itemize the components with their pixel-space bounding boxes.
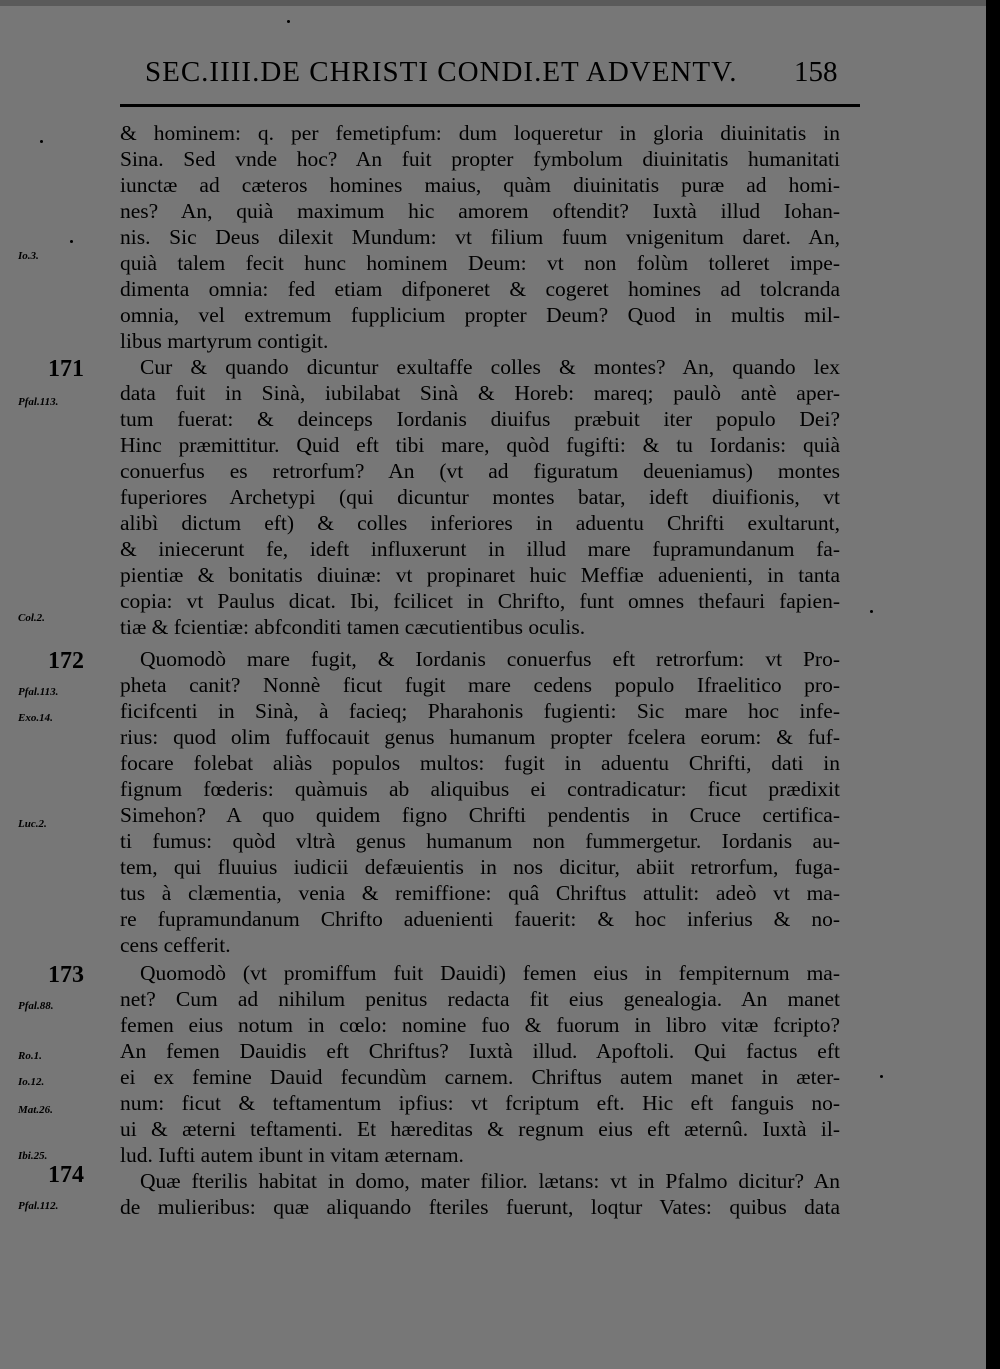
marginal-note: Luc.2.	[18, 818, 47, 830]
text-line: dimenta omnia: fed etiam difponeret & cogeret homines ad tolcranda	[120, 277, 840, 301]
text-line: re fupramundanum Chrifto aduenienti fauerit: & hoc inferius & no-	[120, 907, 840, 931]
text-line: & hominem: q. per femetipfum: dum loqueretur in gloria diuinitatis in	[120, 121, 840, 145]
text-line: net? Cum ad nihilum penitus redacta fit eius genealogia. An manet	[120, 987, 840, 1011]
text-line: Simehon? A quo quidem figno Chrifti pendentis in Cruce certifica-	[120, 803, 840, 827]
text-line: lud. Iufti autem ibunt in vitam æternam.	[120, 1143, 464, 1167]
text-line: focare folebat aliàs populos multos: fugit in aduentu Chrifti, dati in	[120, 751, 840, 775]
text-line: alibì dictum eft) & colles inferiores in aduentu Chrifti exultarunt,	[120, 511, 840, 535]
text-line: Sina. Sed vnde hoc? An fuit propter fymbolum diuinitatis humanitati	[120, 147, 840, 171]
text-line: femen eius notum in cœlo: nomine fuo & fuorum in libro vitæ fcripto?	[120, 1013, 840, 1037]
text-line: cens cefferit.	[120, 933, 231, 957]
text-line: quià talem fecit hunc hominem Deum: vt non folùm tolleret impe-	[120, 251, 840, 275]
marginal-note: Pfal.112.	[18, 1200, 59, 1212]
text-line: rius: quod olim fuffocauit genus humanum propter fcelera eorum: & fuf-	[120, 725, 840, 749]
text-line: pientiæ & bonitatis diuinæ: vt propinaret huic Meffiæ aduenienti, in tanta	[120, 563, 840, 587]
text-line: tiæ & fcientiæ: abfconditi tamen cæcutientibus oculis.	[120, 615, 586, 639]
text-line: Quomodò mare fugit, & Iordanis conuerfus eft retrorfum: vt Pro-	[140, 647, 840, 671]
text-line: Quæ fterilis habitat in domo, mater filior. lætans: vt in Pfalmo dicitur? An	[140, 1169, 840, 1193]
text-line: omnia, vel extremum fupplicium propter Deum? Quod in multis mil-	[120, 303, 840, 327]
marginal-note: Pfal.88.	[18, 1000, 54, 1012]
text-line: & iniecerunt fe, ideft influxerunt in illud mare fupramundanum fa-	[120, 537, 840, 561]
text-line: data fuit in Sinà, iubilabat Sinà & Horeb: mareq; paulò antè aper-	[120, 381, 840, 405]
ink-speck	[287, 20, 290, 23]
ink-speck	[40, 140, 43, 143]
marginal-note: Pfal.113.	[18, 396, 59, 408]
text-line: fignum fœderis: quàmuis ab aliquibus ei contradicatur: ficut prædixit	[120, 777, 840, 801]
marginal-note: Io.3.	[18, 250, 39, 262]
marginal-note: Io.12.	[18, 1076, 45, 1088]
text-line: nes? An, quià maximum hic amorem oftendit? Iuxtà illud Iohan-	[120, 199, 840, 223]
marginal-note: Ibi.25.	[18, 1150, 48, 1162]
text-line: tus à clæmentia, venia & remiffione: quâ Chriftus attulit: adeò vt ma-	[120, 881, 840, 905]
ink-speck	[870, 610, 873, 613]
section-number: 173	[48, 962, 84, 988]
text-line: de mulieribus: quæ aliquando fteriles fuerunt, loqtur Vates: quibus data	[120, 1195, 840, 1219]
text-line: tum fuerat: & deinceps Iordanis diuifus præbuit iter populo Dei?	[120, 407, 840, 431]
text-line: pheta canit? Nonnè ficut fugit mare cedens populo Ifraelitico pro-	[120, 673, 840, 697]
text-line: Cur & quando dicuntur exultaffe colles & montes? An, quando lex	[140, 355, 840, 379]
text-line: An femen Dauidis eft Chriftus? Iuxtà illud. Apoftoli. Qui factus eft	[120, 1039, 840, 1063]
text-line: copia: vt Paulus dicat. Ibi, fcilicet in Chrifto, funt omnes thefauri fapien-	[120, 589, 840, 613]
marginal-note: Col.2.	[18, 612, 45, 624]
text-line: tem, qui fluuius iudicii defæuientis in nos dicitur, abiit retrorfum, fuga-	[120, 855, 840, 879]
text-line: iunctæ ad cæteros homines maius, quàm diuinitatis puræ ad homi-	[120, 173, 840, 197]
marginal-note: Mat.26.	[18, 1104, 53, 1116]
text-line: nis. Sic Deus dilexit Mundum: vt filium fuum vnigenitum daret. An,	[120, 225, 840, 249]
section-number: 174	[48, 1162, 84, 1188]
running-title: SEC.IIII.DE CHRISTI CONDI.ET ADVENTV.	[145, 56, 738, 88]
text-line: ei ex femine Dauid fecundùm carnem. Chriftus autem manet in æter-	[120, 1065, 840, 1089]
text-line: conuerfus es retrorfum? An (vt ad figuratum deueniamus) montes	[120, 459, 840, 483]
marginal-note: Pfal.113.	[18, 686, 59, 698]
marginal-note: Ro.1.	[18, 1050, 42, 1062]
text-line: num: ficut & teftamentum ipfius: vt fcriptum eft. Hic eft fanguis no-	[120, 1091, 840, 1115]
ink-speck	[70, 240, 73, 243]
section-number: 171	[48, 356, 84, 382]
text-line: Hinc præmittitur. Quid eft tibi mare, quòd fugifti: & tu Iordanis: quià	[120, 433, 840, 457]
text-line: Quomodò (vt promiffum fuit Dauidi) femen eius in fempiternum ma-	[140, 961, 840, 985]
text-line: fuperiores Archetypi (qui dicuntur montes batar, ideft diuifionis, vt	[120, 485, 840, 509]
marginal-note: Exo.14.	[18, 712, 53, 724]
page-top-edge	[0, 0, 1000, 6]
ink-speck	[880, 1075, 883, 1078]
folio-number: 158	[794, 56, 838, 88]
text-line: libus martyrum contigit.	[120, 329, 329, 353]
page-right-edge	[986, 0, 1000, 1369]
text-line: ui & æterni teftamenti. Et hæreditas & regnum eius eft æternû. Iuxtà il-	[120, 1117, 840, 1141]
header-rule	[120, 104, 860, 107]
text-line: ti fumus: quòd vltrà genus humanum non fummergetur. Iordanis au-	[120, 829, 840, 853]
text-line: ficifcenti in Sinà, à facieq; Pharahonis fugienti: Sic mare hoc infe-	[120, 699, 840, 723]
section-number: 172	[48, 648, 84, 674]
